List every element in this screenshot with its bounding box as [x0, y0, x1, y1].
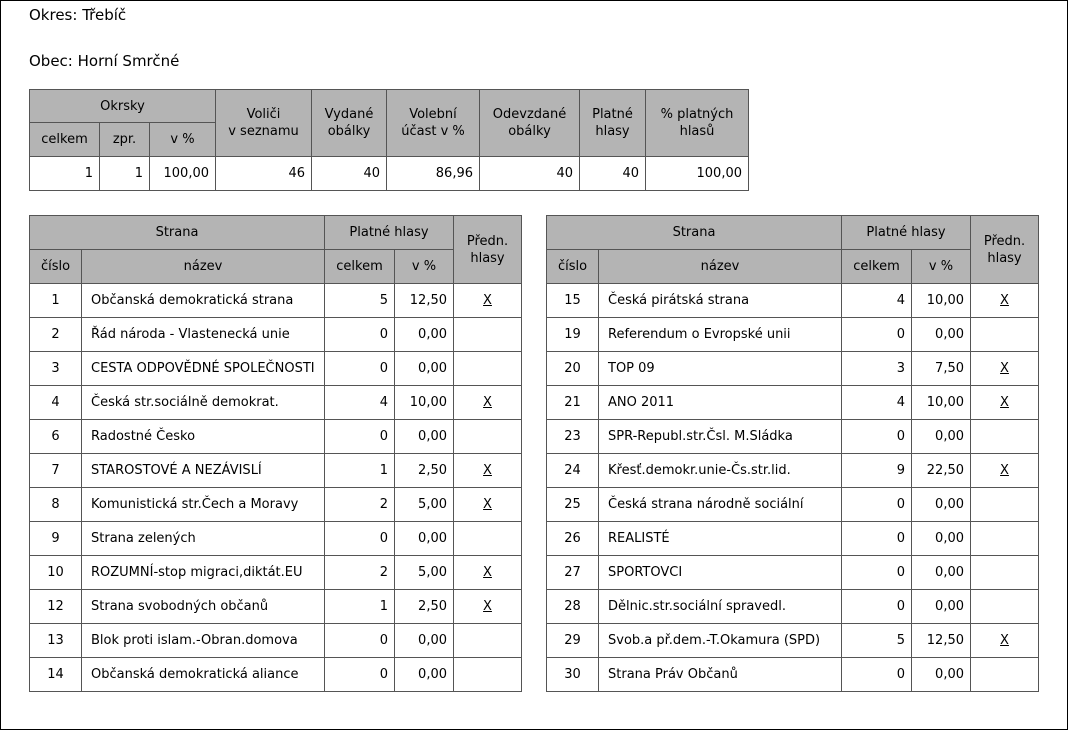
- header-predn-hlasy: Předn. hlasy: [454, 216, 522, 284]
- preferential-votes-cell: [971, 488, 1039, 522]
- party-pct: 12,50: [912, 624, 971, 658]
- party-row: [30, 488, 522, 522]
- party-votes: 0: [842, 590, 912, 624]
- preferential-votes-cell: [454, 352, 522, 386]
- party-row: [547, 488, 1039, 522]
- preferential-votes-cell: [454, 386, 522, 420]
- party-pct: 0,00: [912, 658, 971, 692]
- party-name: Dělnic.str.sociální spravedl.: [599, 590, 842, 624]
- party-row: [547, 454, 1039, 488]
- party-row: [547, 624, 1039, 658]
- preferential-votes-cell: [454, 454, 522, 488]
- party-row: [547, 386, 1039, 420]
- party-row: [30, 624, 522, 658]
- party-number: 27: [547, 556, 599, 590]
- header-pct: v %: [395, 250, 454, 284]
- party-votes: 9: [842, 454, 912, 488]
- preferential-votes-cell: [971, 624, 1039, 658]
- preferential-votes-cell: [454, 488, 522, 522]
- preferential-votes-cell: [454, 522, 522, 556]
- party-name: Komunistická str.Čech a Moravy: [82, 488, 325, 522]
- party-row: [30, 386, 522, 420]
- party-votes: 0: [842, 318, 912, 352]
- preferential-votes-cell: [971, 522, 1039, 556]
- ucast-value: 86,96: [387, 157, 480, 191]
- preferential-votes-cell: [971, 284, 1039, 318]
- header-okrsky-celkem: celkem: [30, 123, 100, 157]
- header-pct: v %: [912, 250, 971, 284]
- party-name: Svob.a př.dem.-T.Okamura (SPD): [599, 624, 842, 658]
- preferential-votes-cell: [971, 386, 1039, 420]
- party-name: SPORTOVCI: [599, 556, 842, 590]
- party-number: 28: [547, 590, 599, 624]
- party-number: 20: [547, 352, 599, 386]
- party-name: Strana Práv Občanů: [599, 658, 842, 692]
- parties-table-left: [29, 215, 522, 692]
- party-row: [30, 522, 522, 556]
- party-row: [547, 658, 1039, 692]
- summary-table: [29, 89, 749, 191]
- party-pct: 0,00: [395, 522, 454, 556]
- header-volici: Voliči v seznamu: [216, 90, 312, 157]
- party-number: 3: [30, 352, 82, 386]
- preferential-votes-link[interactable]: X: [1000, 293, 1009, 308]
- preferential-votes-link[interactable]: X: [1000, 395, 1009, 410]
- party-votes: 0: [325, 658, 395, 692]
- party-pct: 5,00: [395, 556, 454, 590]
- party-name: ROZUMNÍ-stop migraci,diktát.EU: [82, 556, 325, 590]
- party-pct: 7,50: [912, 352, 971, 386]
- preferential-votes-link[interactable]: X: [483, 565, 492, 580]
- party-pct: 5,00: [395, 488, 454, 522]
- header-platne-hlasy: Platné hlasy: [842, 216, 971, 250]
- party-pct: 0,00: [912, 318, 971, 352]
- okrsky-zpr-value: 1: [100, 157, 150, 191]
- party-row: [547, 522, 1039, 556]
- party-row: [547, 556, 1039, 590]
- party-votes: 0: [842, 658, 912, 692]
- header-nazev: název: [599, 250, 842, 284]
- party-pct: 0,00: [912, 556, 971, 590]
- party-votes: 0: [325, 624, 395, 658]
- preferential-votes-cell: [971, 420, 1039, 454]
- party-row: [30, 318, 522, 352]
- header-strana: Strana: [30, 216, 325, 250]
- party-number: 24: [547, 454, 599, 488]
- party-row: [547, 420, 1039, 454]
- party-number: 10: [30, 556, 82, 590]
- party-pct: 0,00: [912, 590, 971, 624]
- party-row: [547, 284, 1039, 318]
- party-number: 9: [30, 522, 82, 556]
- party-number: 25: [547, 488, 599, 522]
- party-number: 8: [30, 488, 82, 522]
- party-name: TOP 09: [599, 352, 842, 386]
- preferential-votes-link[interactable]: X: [1000, 361, 1009, 376]
- header-platne-hlasy: Platné hlasy: [325, 216, 454, 250]
- preferential-votes-cell: [454, 284, 522, 318]
- preferential-votes-cell: [971, 318, 1039, 352]
- header-strana: Strana: [547, 216, 842, 250]
- party-votes: 0: [842, 420, 912, 454]
- preferential-votes-link[interactable]: X: [1000, 633, 1009, 648]
- party-row: [30, 590, 522, 624]
- party-row: [30, 454, 522, 488]
- header-okrsky: Okrsky: [30, 90, 216, 123]
- preferential-votes-cell: [454, 420, 522, 454]
- preferential-votes-cell: [454, 556, 522, 590]
- party-row: [30, 658, 522, 692]
- party-name: Česká pirátská strana: [599, 284, 842, 318]
- preferential-votes-link[interactable]: X: [483, 395, 492, 410]
- party-pct: 10,00: [912, 284, 971, 318]
- volici-value: 46: [216, 157, 312, 191]
- party-number: 4: [30, 386, 82, 420]
- party-number: 6: [30, 420, 82, 454]
- party-votes: 4: [842, 284, 912, 318]
- preferential-votes-cell: [454, 318, 522, 352]
- party-pct: 10,00: [912, 386, 971, 420]
- party-number: 15: [547, 284, 599, 318]
- municipality-title: Obec: Horní Smrčné: [29, 52, 180, 70]
- preferential-votes-link[interactable]: X: [483, 293, 492, 308]
- party-row: [547, 352, 1039, 386]
- party-number: 29: [547, 624, 599, 658]
- party-votes: 2: [325, 488, 395, 522]
- header-okrsky-pct: v %: [150, 123, 216, 157]
- party-name: CESTA ODPOVĚDNÉ SPOLEČNOSTI: [82, 352, 325, 386]
- party-name: Řád národa - Vlastenecká unie: [82, 318, 325, 352]
- party-number: 13: [30, 624, 82, 658]
- party-number: 2: [30, 318, 82, 352]
- preferential-votes-link[interactable]: X: [483, 599, 492, 614]
- party-pct: 0,00: [912, 522, 971, 556]
- party-pct: 0,00: [395, 318, 454, 352]
- header-celkem: celkem: [842, 250, 912, 284]
- party-pct: 10,00: [395, 386, 454, 420]
- party-votes: 3: [842, 352, 912, 386]
- party-votes: 1: [325, 454, 395, 488]
- party-number: 26: [547, 522, 599, 556]
- platne-value: 40: [580, 157, 646, 191]
- party-votes: 4: [325, 386, 395, 420]
- preferential-votes-cell: [454, 658, 522, 692]
- party-name: Občanská demokratická strana: [82, 284, 325, 318]
- party-name: Strana svobodných občanů: [82, 590, 325, 624]
- party-row: [547, 318, 1039, 352]
- header-cislo: číslo: [547, 250, 599, 284]
- summary-row: [30, 157, 749, 191]
- party-pct: 0,00: [395, 624, 454, 658]
- district-title: Okres: Třebíč: [29, 6, 127, 24]
- preferential-votes-cell: [971, 590, 1039, 624]
- party-votes: 2: [325, 556, 395, 590]
- party-name: Česká str.sociálně demokrat.: [82, 386, 325, 420]
- party-pct: 0,00: [912, 488, 971, 522]
- party-pct: 2,50: [395, 590, 454, 624]
- party-name: Blok proti islam.-Obran.domova: [82, 624, 325, 658]
- parties-table-right: [546, 215, 1039, 692]
- party-row: [30, 556, 522, 590]
- preferential-votes-cell: [971, 352, 1039, 386]
- party-number: 12: [30, 590, 82, 624]
- header-vydane-obalky: Vydané obálky: [312, 90, 387, 157]
- party-votes: 0: [842, 488, 912, 522]
- party-pct: 0,00: [395, 420, 454, 454]
- party-pct: 0,00: [395, 658, 454, 692]
- party-pct: 2,50: [395, 454, 454, 488]
- preferential-votes-cell: [971, 658, 1039, 692]
- header-volebni-ucast: Volební účast v %: [387, 90, 480, 157]
- header-celkem: celkem: [325, 250, 395, 284]
- party-votes: 1: [325, 590, 395, 624]
- party-name: STAROSTOVÉ A NEZÁVISLÍ: [82, 454, 325, 488]
- party-name: Křesť.demokr.unie-Čs.str.lid.: [599, 454, 842, 488]
- header-cislo: číslo: [30, 250, 82, 284]
- party-name: Strana zelených: [82, 522, 325, 556]
- header-platne-hlasy: Platné hlasy: [580, 90, 646, 157]
- party-pct: 0,00: [912, 420, 971, 454]
- party-votes: 0: [842, 556, 912, 590]
- preferential-votes-link[interactable]: X: [483, 497, 492, 512]
- party-name: ANO 2011: [599, 386, 842, 420]
- header-odevzdane-obalky: Odevzdané obálky: [480, 90, 580, 157]
- okrsky-pct-value: 100,00: [150, 157, 216, 191]
- party-votes: 0: [325, 318, 395, 352]
- party-votes: 0: [325, 420, 395, 454]
- preferential-votes-link[interactable]: X: [1000, 463, 1009, 478]
- party-number: 23: [547, 420, 599, 454]
- preferential-votes-link[interactable]: X: [483, 463, 492, 478]
- header-pct-platnych: % platných hlasů: [646, 90, 749, 157]
- odevzdane-value: 40: [480, 157, 580, 191]
- header-okrsky-zpr: zpr.: [100, 123, 150, 157]
- party-name: Radostné Česko: [82, 420, 325, 454]
- preferential-votes-cell: [454, 624, 522, 658]
- preferential-votes-cell: [971, 556, 1039, 590]
- party-name: Referendum o Evropské unii: [599, 318, 842, 352]
- party-number: 14: [30, 658, 82, 692]
- party-number: 19: [547, 318, 599, 352]
- party-row: [30, 420, 522, 454]
- party-votes: 0: [842, 522, 912, 556]
- party-name: Česká strana národně sociální: [599, 488, 842, 522]
- party-votes: 0: [325, 522, 395, 556]
- party-row: [30, 284, 522, 318]
- preferential-votes-cell: [454, 590, 522, 624]
- pct-platnych-value: 100,00: [646, 157, 749, 191]
- party-name: Občanská demokratická aliance: [82, 658, 325, 692]
- party-name: SPR-Republ.str.Čsl. M.Sládka: [599, 420, 842, 454]
- party-votes: 5: [325, 284, 395, 318]
- vydane-value: 40: [312, 157, 387, 191]
- party-pct: 22,50: [912, 454, 971, 488]
- party-number: 1: [30, 284, 82, 318]
- header-nazev: název: [82, 250, 325, 284]
- party-number: 7: [30, 454, 82, 488]
- party-row: [30, 352, 522, 386]
- party-number: 30: [547, 658, 599, 692]
- party-votes: 5: [842, 624, 912, 658]
- preferential-votes-cell: [971, 454, 1039, 488]
- party-votes: 4: [842, 386, 912, 420]
- party-name: REALISTÉ: [599, 522, 842, 556]
- okrsky-celkem-value: 1: [30, 157, 100, 191]
- party-pct: 12,50: [395, 284, 454, 318]
- header-predn-hlasy: Předn. hlasy: [971, 216, 1039, 284]
- party-number: 21: [547, 386, 599, 420]
- party-votes: 0: [325, 352, 395, 386]
- party-pct: 0,00: [395, 352, 454, 386]
- party-row: [547, 590, 1039, 624]
